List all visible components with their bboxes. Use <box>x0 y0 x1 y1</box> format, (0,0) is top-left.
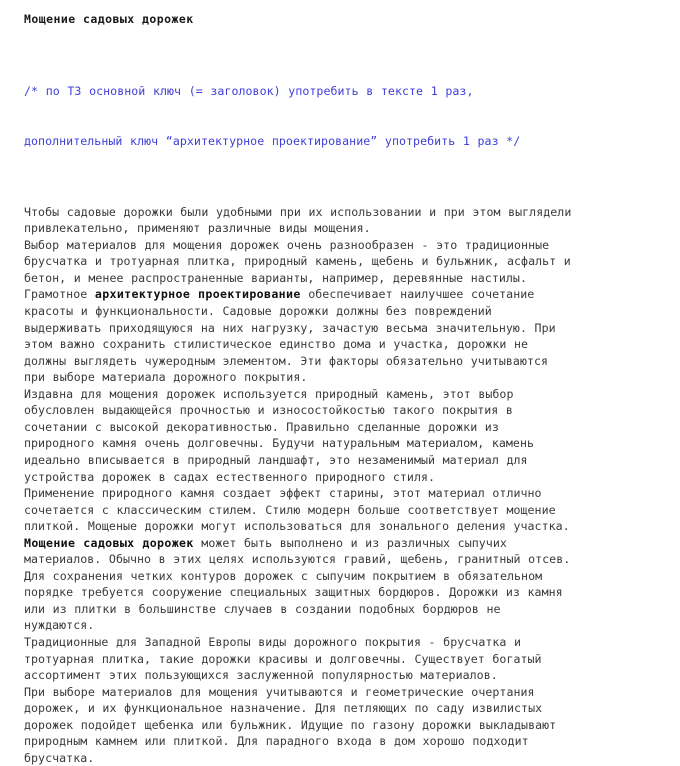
technical-spec-comment <box>24 50 662 183</box>
article-line: Чтобы садовые дорожки были удобными при их использовании и при этом выглядели <box>24 204 572 219</box>
article-line: тротуарная плитка, такие дорожки красивы и долговечны. Существует богатый <box>24 651 542 666</box>
article-line: нуждаются. <box>24 618 95 633</box>
article-line: дорожек, и их функциональное назначение. Для петляющих по саду извилистых <box>24 701 543 716</box>
article-line: сочетается с классическим стилем. Стилю модерн больше соответствует мощение <box>24 502 556 517</box>
article-line: ассортимент этих пользующихся заслуженной популярностью материалов. <box>24 668 498 683</box>
article-line: красоты и функциональности. Садовые дорожки должны без повреждений <box>24 304 492 319</box>
article-line: дорожек подойдет щебенка или бульжник. Идущие по газону дорожки выкладывают <box>24 717 557 732</box>
article-line: бетон, и менее распространенные варианты, например, деревянные настилы. <box>24 270 527 285</box>
article-text <box>24 204 662 766</box>
text-run: Грамотное <box>24 287 95 302</box>
article-line: порядке требуется сооружение специальных защитных бордюров. Дорожки из камня <box>24 585 563 600</box>
article-line: сочетании с высокой декоративностью. Правильно сделанные дорожки из <box>24 419 499 434</box>
article-line: при выборе материала дорожного покрытия. <box>24 370 308 385</box>
article-line: Для сохранения четких контуров дорожек с сыпучим покрытием в обязательном <box>24 568 543 583</box>
text-run: обеспечивает наилучшее сочетание <box>300 287 535 302</box>
article-line <box>24 286 662 303</box>
keyword-emphasis: Мощение садовых дорожек <box>24 535 194 550</box>
article-line: Выбор материалов для мощения дорожек очень разнообразен - это традиционные <box>24 237 550 252</box>
article-line: этом важно сохранить стилистическое единство дома и участка, дорожки не <box>24 337 529 352</box>
keyword-emphasis: архитектурное проектирование <box>94 287 301 302</box>
article-line: брусчатка. <box>24 750 95 765</box>
comment-line-2: дополнительный ключ “архитектурное проектирование” употребить 1 раз */ <box>24 133 521 148</box>
article-line <box>24 535 662 552</box>
article-line: Применение природного камня создает эффект старины, этот материал отлично <box>24 486 542 501</box>
article-line: плиткой. Мощеные дорожки могут использоваться для зонального деления участка. <box>24 519 570 534</box>
article-line: материалов. Обычно в этих целях используются гравий, щебень, гранитный отсев. <box>24 552 571 567</box>
article-line: Издавна для мощения дорожек используется природный камень, этот выбор <box>24 386 514 401</box>
title-spacer <box>24 27 662 50</box>
article-line: идеально вписывается в природный ландшафт, это незаменимый материал для <box>24 452 528 467</box>
article-line: природного камня очень долговечны. Будучи натуральным материалом, камень <box>24 436 535 451</box>
article-line: При выборе материалов для мощения учитываются и геометрические очертания <box>24 684 535 699</box>
article-line: привлекательно, применяют различные виды мощения. <box>24 221 371 236</box>
text-run: может быть выполнено и из различных сыпучих <box>193 535 507 550</box>
article-line: выдерживать приходящуюся на них нагрузку, зачастую весьма значительную. При <box>24 320 556 335</box>
article-line: обусловлен выдающейся прочностью и износостойкостью такого покрытия в <box>24 403 513 418</box>
article-line: или из плитки в большинстве случаев в создании подобных бордюров не <box>24 601 501 616</box>
page-title: Мощение садовых дорожек <box>24 12 194 26</box>
article-line: Традиционные для Западной Европы виды дорожного покрытия - брусчатка и <box>24 634 522 649</box>
comment-spacer <box>24 183 662 204</box>
article-line: должны выглядеть чужеродным элементом. Эти факторы обязательно учитываются <box>24 353 549 368</box>
article-line: устройства дорожек в садах естественного природного стиля. <box>24 469 436 484</box>
article-line: природным камнем или плиткой. Для парадного входа в дом хорошо подходит <box>24 734 529 749</box>
article-line: брусчатка и тротуарная плитка, природный камень, щебень и бульжник, асфальт и <box>24 254 571 269</box>
comment-line-1: /* по ТЗ основной ключ (= заголовок) употребить в тексте 1 раз, <box>24 84 474 99</box>
